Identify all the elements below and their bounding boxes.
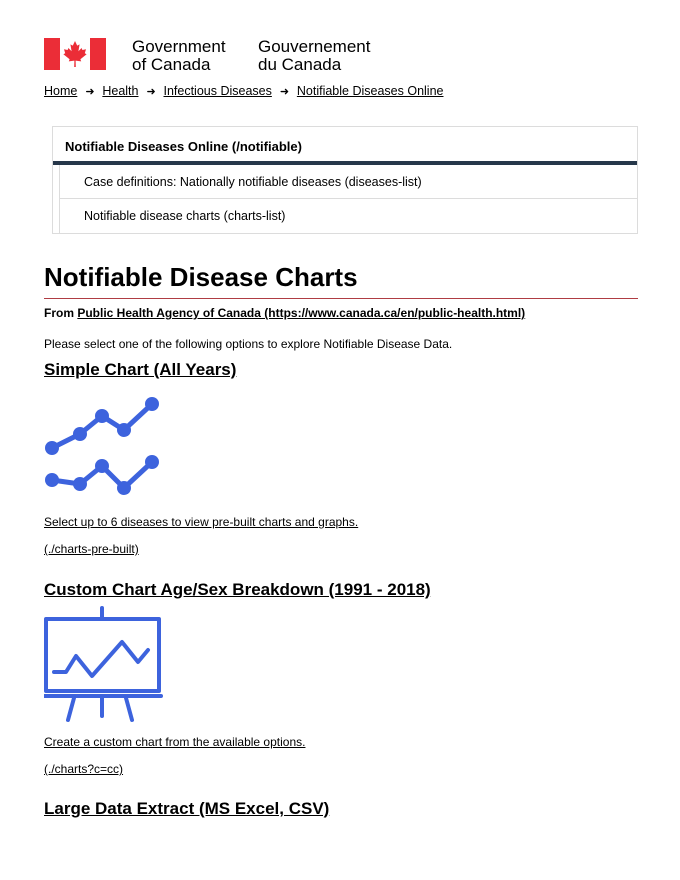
line-chart-icon[interactable] — [44, 394, 164, 498]
signature-french — [258, 38, 398, 74]
page-title: Notifiable Disease Charts — [44, 262, 358, 292]
custom-chart-url-link[interactable]: (./charts?c=cc) — [44, 762, 124, 776]
large-data-extract-heading-link[interactable]: Large Data Extract (MS Excel, CSV) — [44, 799, 330, 818]
signature-french-line1: Gouvernement — [258, 37, 371, 56]
signature-english-line2: of Canada — [132, 55, 211, 74]
breadcrumb-notifiable-diseases-link[interactable]: Notifiable Diseases Online — [296, 84, 444, 98]
breadcrumb-infectious-diseases-link[interactable]: Infectious Diseases — [163, 84, 272, 98]
signature-english-line1: Government — [132, 37, 226, 56]
phac-link[interactable]: Public Health Agency of Canada (https://www.canada.ca/en/public-health.html) — [77, 306, 526, 320]
simple-chart-heading-link[interactable]: Simple Chart (All Years) — [44, 360, 237, 379]
custom-chart-heading-link[interactable]: Custom Chart Age/Sex Breakdown (1991 - 2018) — [44, 580, 431, 599]
breadcrumb-arrow-icon: ➜ — [146, 85, 156, 98]
signature-french-line2: du Canada — [258, 55, 342, 74]
government-signature[interactable] — [44, 37, 371, 74]
section-menu — [52, 126, 638, 234]
from-label: From — [44, 306, 74, 320]
large-data-extract-heading[interactable] — [44, 799, 329, 819]
custom-chart-heading[interactable] — [44, 580, 431, 600]
section-menu-list — [59, 165, 637, 233]
breadcrumb-arrow-icon: ➜ — [279, 85, 290, 98]
custom-chart-url[interactable] — [44, 762, 123, 776]
presentation-board-icon[interactable] — [44, 606, 164, 724]
intro-text: Please select one of the following options to explore Notifiable Disease Data. — [44, 337, 453, 351]
canada-flag-icon — [44, 38, 106, 70]
simple-chart-url-link[interactable]: (./charts-pre-built) — [44, 542, 139, 556]
simple-chart-url[interactable] — [44, 542, 139, 556]
simple-chart-description-link[interactable]: Select up to 6 diseases to view pre-built charts and graphs. — [44, 515, 359, 529]
breadcrumb-arrow-icon: ➜ — [85, 85, 95, 98]
simple-chart-heading[interactable] — [44, 360, 236, 380]
breadcrumb-health-link[interactable]: Health — [102, 84, 139, 98]
section-menu-item-disease-charts[interactable]: Notifiable disease charts (charts-list) — [84, 209, 286, 223]
signature-english — [132, 38, 252, 74]
simple-chart-description[interactable] — [44, 515, 358, 529]
section-menu-item-case-definitions[interactable]: Case definitions: Nationally notifiable diseases (diseases-list) — [60, 165, 637, 199]
section-menu-title[interactable]: Notifiable Diseases Online (/notifiable) — [53, 127, 637, 165]
custom-chart-description-link[interactable]: Create a custom chart from the available options. — [44, 735, 306, 749]
breadcrumb-home-link[interactable]: Home — [44, 84, 78, 98]
custom-chart-description[interactable] — [44, 735, 305, 749]
from-line — [44, 306, 525, 320]
title-divider — [44, 298, 638, 299]
breadcrumb — [44, 84, 443, 98]
